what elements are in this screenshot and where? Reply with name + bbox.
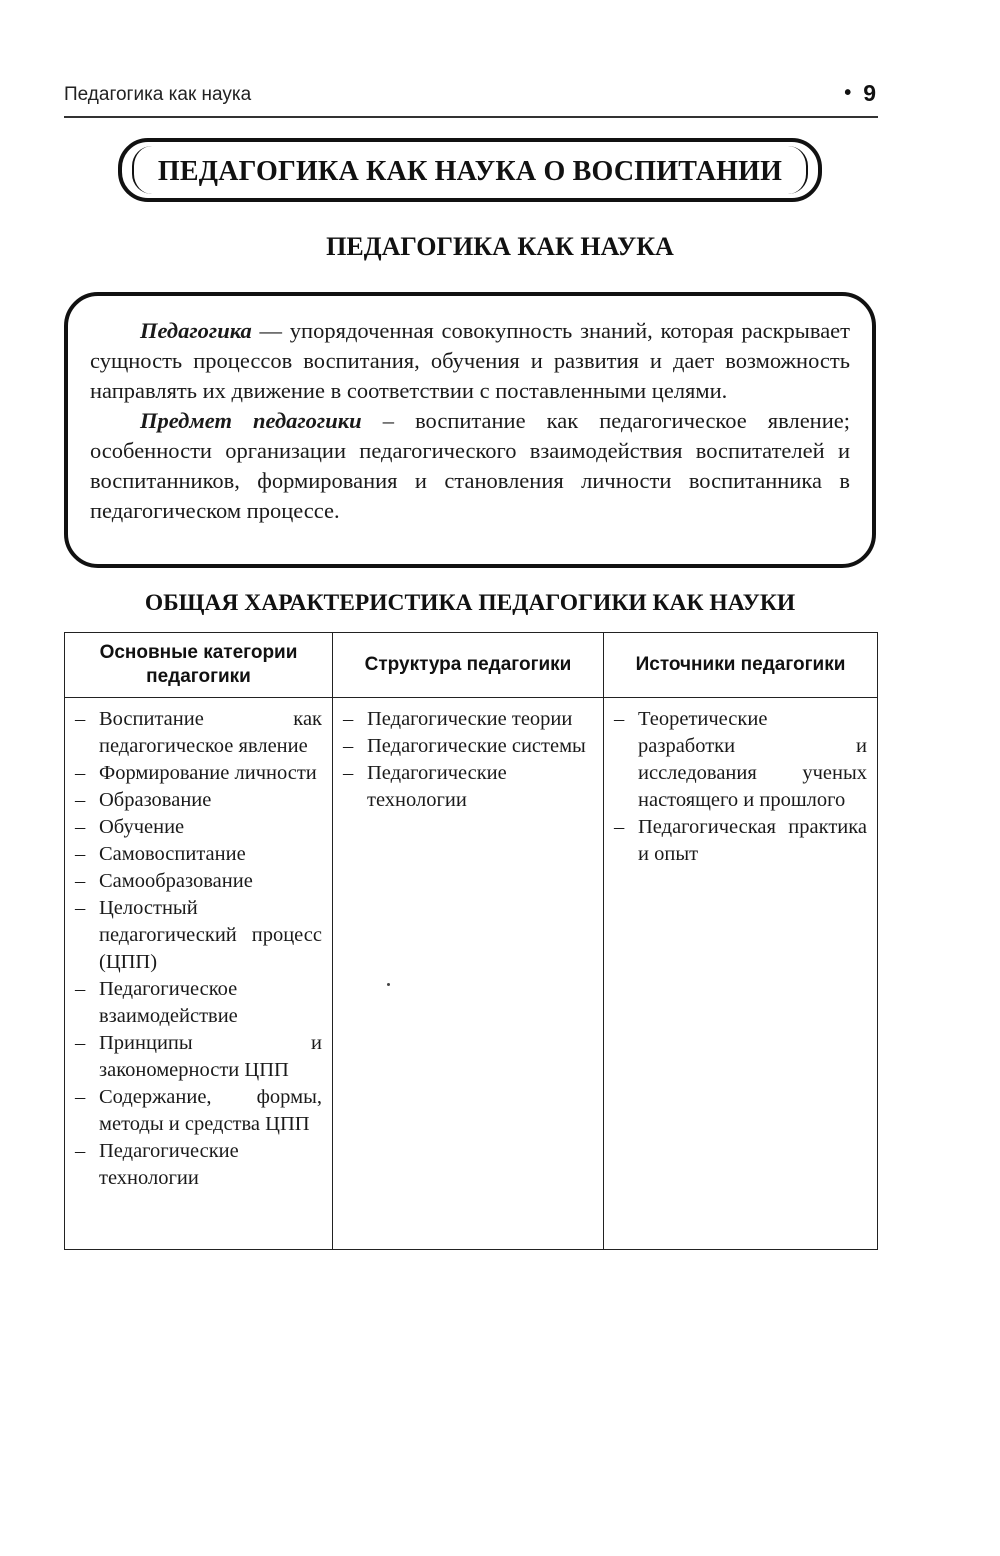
list-item: – Педагогические системы xyxy=(343,733,593,760)
list-item: – Педагогические технологии xyxy=(343,760,593,814)
chapter-title-frame xyxy=(118,138,822,202)
definition-term: Педагогика xyxy=(140,318,252,343)
list-item: – Педагогические технологии xyxy=(75,1138,322,1192)
running-header xyxy=(64,80,878,118)
chapter-title: ПЕДАГОГИКА КАК НАУКА О ВОСПИТАНИИ xyxy=(157,156,783,187)
sources-list xyxy=(614,706,867,868)
column-header-structure: Структура педагогики xyxy=(333,633,604,698)
definition-paragraph xyxy=(90,316,850,406)
list-item: – Обучение xyxy=(75,814,322,841)
categories-cell xyxy=(65,698,333,1250)
list-item: – Самообразование xyxy=(75,868,322,895)
list-item: – Целостный педагогический процесс (ЦПП) xyxy=(75,895,322,976)
table-row xyxy=(65,698,878,1250)
list-item: – Педагогическое взаимодействие xyxy=(75,976,322,1030)
table-title: ОБЩАЯ ХАРАКТЕРИСТИКА ПЕДАГОГИКИ КАК НАУКИ xyxy=(144,590,796,616)
column-header-sources: Источники педагогики xyxy=(604,633,878,698)
overview-table xyxy=(64,632,878,1250)
page-bullet: • xyxy=(844,82,852,104)
list-item: – Самовоспитание xyxy=(75,841,322,868)
structure-cell xyxy=(333,698,604,1250)
list-item: – Принципы и закономерности ЦПП xyxy=(75,1030,322,1084)
list-item: – Воспитание как педагогическое явление xyxy=(75,706,322,760)
list-item: – Содержание, формы, методы и средства ЦПП xyxy=(75,1084,322,1138)
list-item: – Формирование личности xyxy=(75,760,322,787)
definition-body: — упорядоченная совокупность знаний, которая раскрывает сущность процессов воспитания, обучения и развития и дает возможность направлять их движение в соответствии с поставленными целями. xyxy=(90,318,850,403)
definition-text xyxy=(90,316,850,526)
definition-paragraph xyxy=(90,406,850,526)
print-speck xyxy=(387,983,390,986)
list-item: – Педагогическая практика и опыт xyxy=(614,814,867,868)
categories-list xyxy=(75,706,322,1192)
column-header-categories: Основные категории педагогики xyxy=(65,633,333,698)
definition-term: Предмет педагогики xyxy=(140,408,362,433)
page-number xyxy=(844,80,876,107)
running-title: Педагогика как наука xyxy=(64,84,252,105)
definition-box xyxy=(64,292,876,568)
table-header-row xyxy=(65,633,878,698)
page-number-value: 9 xyxy=(863,80,876,106)
definition-body: – воспитание как педагогическое явление; особенности организации педагогического взаимодействия воспитателей и воспитанников, формирования и становления личности воспитанника в педагогическом процессе. xyxy=(90,408,851,523)
list-item: – Образование xyxy=(75,787,322,814)
sources-cell xyxy=(604,698,878,1250)
list-item: – Педагогические теории xyxy=(343,706,593,733)
section-title: ПЕДАГОГИКА КАК НАУКА xyxy=(326,232,674,261)
list-item: – Теоретические разработки и исследования ученых настоящего и прошлого xyxy=(614,706,867,814)
structure-list xyxy=(343,706,593,814)
